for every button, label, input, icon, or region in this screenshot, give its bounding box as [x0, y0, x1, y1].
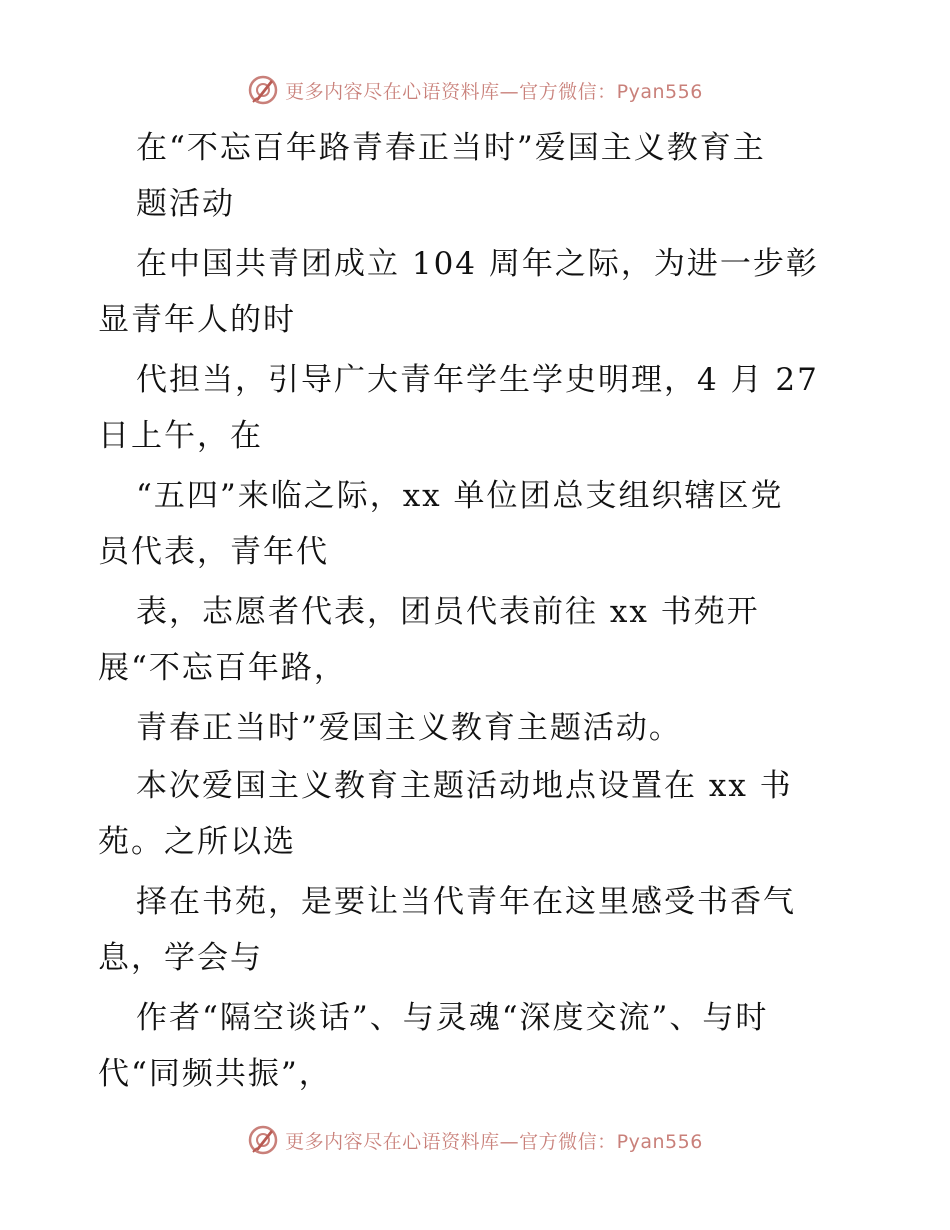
body-line: 息，学会与: [98, 940, 263, 976]
header-watermark-text: 更多内容尽在心语资料库—官方微信：Pyan556: [285, 80, 703, 103]
body-line: 日上午，在: [98, 418, 263, 454]
header-watermark-banner: [0, 70, 950, 110]
quill-pen-logo-icon: [247, 1124, 279, 1156]
body-line: 表，志愿者代表，团员代表前往 xx 书苑开: [136, 594, 760, 630]
body-line: 本次爱国主义教育主题活动地点设置在 xx 书: [136, 768, 793, 804]
body-line: 苑。之所以选: [98, 824, 296, 860]
body-line: 青春正当时”爱国主义教育主题活动。: [136, 710, 682, 746]
body-line: 员代表，青年代: [98, 534, 329, 570]
body-line: 代担当，引导广大青年学生学史明理，4 月 27: [136, 362, 819, 398]
quill-pen-logo-icon: [247, 74, 279, 106]
body-line: “五四”来临之际，xx 单位团总支组织辖区党: [136, 478, 784, 514]
body-line: 展“不忘百年路，: [98, 650, 347, 686]
footer-watermark-text: 更多内容尽在心语资料库—官方微信：Pyan556: [285, 1130, 703, 1153]
body-line: 题活动: [136, 186, 235, 222]
footer-watermark-banner: [0, 1120, 950, 1160]
body-line: 作者“隔空谈话”、与灵魂“深度交流”、与时: [136, 1000, 769, 1036]
body-line: 择在书苑，是要让当代青年在这里感受书香气: [136, 884, 796, 920]
body-line: 在中国共青团成立 104 周年之际，为进一步彰: [136, 246, 819, 282]
body-line: 显青年人的时: [98, 302, 296, 338]
body-line: 代“同频共振”，: [98, 1056, 332, 1092]
body-line: 在“不忘百年路青春正当时”爱国主义教育主: [136, 130, 766, 166]
